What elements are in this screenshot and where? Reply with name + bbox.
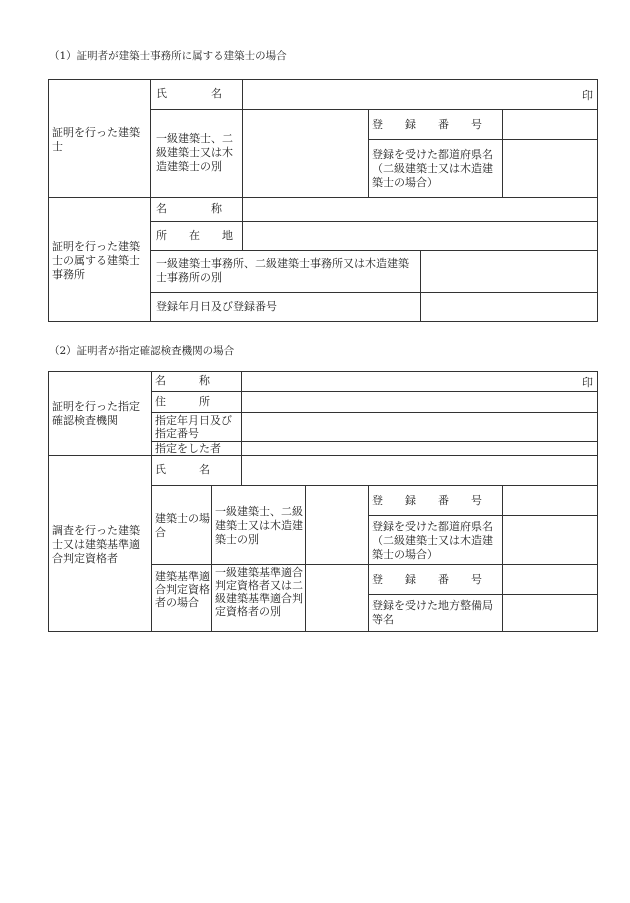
inspector-name-field[interactable] [242, 456, 597, 485]
office-label: 証明を行った建築士の属する建築士事務所 [52, 240, 140, 281]
inspector-architect-type-field[interactable] [306, 486, 368, 564]
agency-address-field[interactable] [242, 392, 597, 412]
architect-reg-no-label: 登 録 番 号 [372, 118, 482, 131]
office-address-label: 所 在 地 [156, 229, 233, 242]
qualifier-type-field[interactable] [306, 565, 368, 631]
qualifier-reg-no-label: 登 録 番 号 [372, 573, 482, 586]
architect-seal-mark: 印 [582, 89, 593, 102]
office-reg-field[interactable] [421, 293, 597, 321]
agency-designator-label: 指定をした者 [155, 442, 221, 455]
architect-case-label: 建築士の場合 [155, 512, 210, 539]
inspector-prefecture-field[interactable] [503, 516, 597, 564]
architect-prefecture-field[interactable] [503, 140, 597, 197]
agency-name-field[interactable] [242, 372, 574, 391]
architect-reg-no-field[interactable] [503, 110, 597, 139]
bureau-label: 登録を受けた地方整備局等名 [372, 599, 493, 626]
inspector-prefecture-label: 登録を受けた都道府県名（二級建築士又は木造建築士の場合） [372, 520, 493, 561]
section1-heading: （1）証明者が建築士事務所に属する建築士の場合 [49, 50, 287, 62]
inspector-architect-type-label: 一級建築士、二級建築士又は木造建築士の別 [215, 505, 303, 546]
architect-type-label: 一級建築士、二級建築士又は木造建築士の別 [156, 132, 233, 173]
architect-prefecture-label: 登録を受けた都道府県名（二級建築士又は木造建築士の場合） [372, 148, 493, 189]
qualifier-type-label: 一級建築基準適合判定資格者又は二級建築基準適合判定資格者の別 [215, 566, 303, 618]
office-name-field[interactable] [243, 198, 597, 221]
agency-name-label: 名 称 [155, 374, 210, 387]
office-address-field[interactable] [243, 222, 597, 250]
section2-heading: （2）証明者が指定確認検査機関の場合 [49, 345, 235, 357]
architect-label: 証明を行った建築士 [52, 126, 140, 153]
qualifier-reg-no-field[interactable] [503, 565, 597, 594]
agency-designation-label: 指定年月日及び指定番号 [155, 414, 232, 440]
office-reg-label: 登録年月日及び登録番号 [156, 300, 277, 313]
inspector-name-label: 氏 名 [155, 463, 210, 476]
office-name-label: 名 称 [156, 202, 222, 215]
agency-address-label: 住 所 [155, 395, 210, 408]
architect-name-field[interactable] [243, 80, 573, 109]
architect-name-label: 氏 名 [156, 87, 222, 100]
qualifier-case-label: 建築基準適合判定資格者の場合 [155, 570, 210, 609]
agency-seal-mark: 印 [582, 376, 593, 389]
inspector-reg-no-label: 登 録 番 号 [372, 494, 482, 507]
inspector-reg-no-field[interactable] [503, 486, 597, 515]
agency-designator-field[interactable] [242, 442, 597, 455]
agency-designation-field[interactable] [242, 413, 597, 441]
bureau-field[interactable] [503, 595, 597, 631]
architect-type-field[interactable] [243, 110, 368, 197]
office-type-label: 一級建築士事務所、二級建築士事務所又は木造建築士事務所の別 [156, 257, 409, 284]
agency-label: 証明を行った指定確認検査機関 [52, 400, 140, 427]
office-type-field[interactable] [421, 251, 597, 292]
inspector-label: 調査を行った建築士又は建築基準適合判定資格者 [52, 524, 140, 565]
